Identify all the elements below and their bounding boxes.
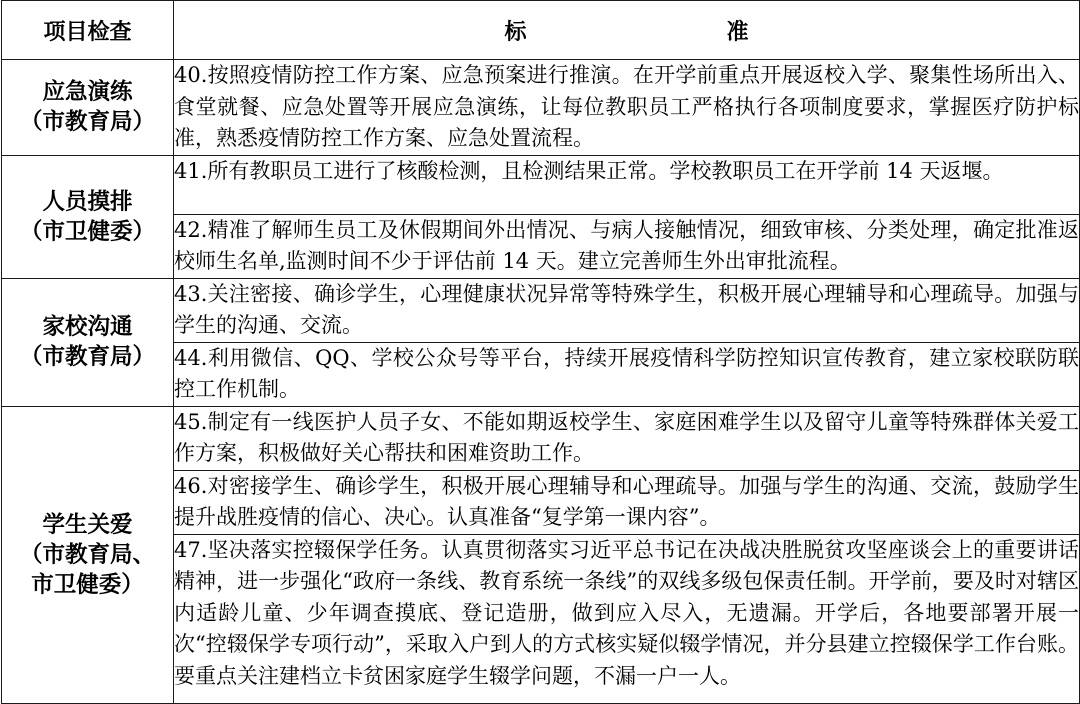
item-40: 40.按照疫情防控工作方案、应急预案进行推演。在开学前重点开展返校入学、聚集性场所出入、食堂就餐、应急处置等开展应急演练，让每位教职员工严格执行各项制度要求，掌握医疗防护标准，熟悉疫情防控工作方案、应急处置流程。	[174, 60, 1080, 156]
header-standard-char-2: 准	[726, 19, 749, 45]
table-row	[2, 406, 1080, 470]
header-standard	[174, 1, 1080, 60]
category-dept: （市卫健委）	[19, 218, 155, 245]
category-dept-line-1: （市教育局、	[19, 541, 155, 568]
inspection-standards-table	[1, 0, 1080, 704]
category-emergency-drill	[2, 60, 174, 156]
category-dept: （市教育局）	[19, 344, 155, 370]
table-row	[2, 155, 1080, 214]
header-standard-char-1: 标	[504, 19, 527, 45]
header-row	[2, 1, 1080, 60]
category-name: 家校沟通	[42, 314, 133, 340]
table-row	[2, 60, 1080, 156]
category-dept-line-2: 市卫健委）	[31, 571, 144, 598]
category-dept: （市教育局）	[19, 109, 155, 136]
category-name: 应急演练	[42, 79, 133, 106]
category-student-care	[2, 406, 174, 703]
item-41: 41.所有教职员工进行了核酸检测，且检测结果正常。学校教职员工在开学前 14 天返堰。	[174, 155, 1080, 214]
category-name: 人员摸排	[42, 188, 133, 215]
header-project-check: 项目检查	[2, 1, 174, 60]
item-47: 47.坚决落实控辍保学任务。认真贯彻落实习近平总书记在决战决胜脱贫攻坚座谈会上的重要讲话精神，进一步强化“政府一条线、教育系统一条线”的双线多级包保责任制。开学前，要及时对辖区内适龄儿童、少年调查摸底、登记造册，做到应入尽入，无遗漏。开学后，各地要部署开展一次“控辍保学专项行动”，采取入户到人的方式核实疑似辍学情况，并分县建立控辍保学工作台账。要重点关注建档立卡贫困家庭学生辍学问题，不漏一户一人。	[174, 534, 1080, 703]
item-43: 43.关注密接、确诊学生，心理健康状况异常等特殊学生，积极开展心理辅导和心理疏导。加强与学生的沟通、交流。	[174, 278, 1080, 342]
item-42: 42.精准了解师生员工及休假期间外出情况、与病人接触情况，细致审核、分类处理，确定批准返校师生名单,监测时间不少于评估前 14 天。建立完善师生外出审批流程。	[174, 214, 1080, 278]
item-44: 44.利用微信、QQ、学校公众号等平台，持续开展疫情科学防控知识宣传教育，建立家校联防联控工作机制。	[174, 342, 1080, 406]
item-46: 46.对密接学生、确诊学生，积极开展心理辅导和心理疏导。加强与学生的沟通、交流，鼓励学生提升战胜疫情的信心、决心。认真准备“复学第一课内容”。	[174, 470, 1080, 534]
category-name: 学生关爱	[42, 511, 133, 538]
category-personnel-screening	[2, 155, 174, 278]
table-row	[2, 278, 1080, 342]
item-45: 45.制定有一线医护人员子女、不能如期返校学生、家庭困难学生以及留守儿童等特殊群体关爱工作方案，积极做好关心帮扶和困难资助工作。	[174, 406, 1080, 470]
category-home-school-communication	[2, 278, 174, 406]
